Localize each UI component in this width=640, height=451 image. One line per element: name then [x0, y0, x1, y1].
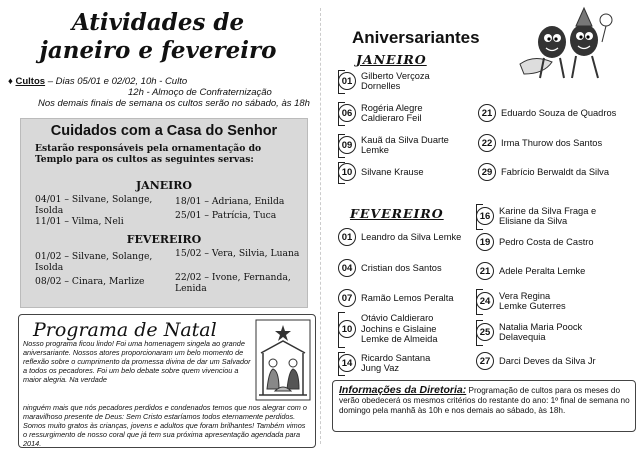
- birthday-name: Adele Peralta Lemke: [499, 265, 586, 276]
- activities-title-line1: Atividades de: [71, 9, 245, 36]
- birthday-name: Leandro da Silva Lemke: [361, 231, 462, 242]
- birthday-day: 09: [338, 136, 356, 154]
- birthday-row: [476, 352, 596, 370]
- cuidados-janeiro-item: 25/01 – Patrícia, Tuca: [175, 210, 277, 221]
- birthday-day: 19: [476, 233, 494, 251]
- birthday-day: 24: [476, 292, 494, 310]
- directorate-info-label: Informações da Diretoria:: [339, 384, 467, 396]
- right-panel: [322, 0, 640, 451]
- birthday-row: [338, 354, 441, 372]
- birthday-row: [476, 262, 585, 280]
- panel-divider: [320, 8, 321, 444]
- directorate-info-box: [332, 380, 636, 432]
- birthday-name: Karine da Silva Fraga e Elisiane da Silva: [499, 205, 597, 226]
- directorate-info-text: [339, 385, 633, 416]
- birthday-row: [338, 104, 461, 122]
- birthday-day: 01: [338, 72, 356, 90]
- birthday-row: [338, 289, 454, 307]
- natal-box: [18, 314, 316, 448]
- birthday-name: Eduardo Souza de Quadros: [501, 107, 617, 118]
- birthday-day: 06: [338, 104, 356, 122]
- cuidados-title: Cuidados com a Casa do Senhor: [50, 123, 278, 139]
- birthdays-janeiro-heading: JANEIRO: [356, 52, 427, 67]
- cuidados-janeiro-heading: JANEIRO: [135, 179, 193, 192]
- birthday-row: [338, 72, 451, 90]
- birthday-day: 01: [338, 228, 356, 246]
- birthday-name: Cristian dos Santos: [361, 262, 442, 273]
- natal-text-2: ninguém mais que nós pecadores perdidos e condenados temos que nos alegrar com o maravilhoso presente de Deus: Sem Cristo estaríamos todos eternamente perdidos. Somos muito gratos às crianças, jovens e adultos que foram brilhantes! Também vimos o ressurgimento de nosso coral que já tem sua próxima apresentação agendada para 2014.: [23, 403, 307, 449]
- birthday-day: 10: [338, 320, 356, 338]
- diamond-icon: ♦: [8, 76, 13, 87]
- birthday-name: Fabrício Berwaldt da Silva: [501, 166, 609, 177]
- cuidados-fevereiro-item: 01/02 – Silvane, Solange, Isolda: [35, 251, 153, 273]
- birthdays-title: Aniversariantes: [352, 28, 480, 47]
- birthday-row: [476, 292, 579, 310]
- birthday-row: [338, 228, 461, 246]
- birthday-day: 29: [478, 163, 496, 181]
- activities-title-line2: janeiro e fevereiro: [39, 37, 277, 64]
- birthday-name: Otávio Caldieraro Jochins e Gislaine Lemke de Almeida: [361, 313, 438, 345]
- birthday-name: Rogéria Alegre Caldieraro Feil: [361, 102, 423, 123]
- birthday-row: [478, 104, 616, 122]
- birthday-day: 16: [476, 207, 494, 225]
- nativity-illustration: [255, 319, 311, 401]
- birthdays-fevereiro-heading: FEVEREIRO: [350, 206, 444, 221]
- birthday-row: [338, 163, 424, 181]
- birthday-row: [338, 136, 451, 154]
- birthday-row: [478, 134, 602, 152]
- birthday-name: Ramão Lemos Peralta: [361, 292, 454, 303]
- birthday-day: 21: [478, 104, 496, 122]
- birthday-name: Irma Thurow dos Santos: [501, 137, 603, 148]
- birthday-name: Ricardo Santana Jung Vaz: [361, 352, 431, 373]
- birthday-name: Silvane Krause: [361, 166, 424, 177]
- natal-text-1: Nosso programa ficou lindo! Foi uma homenagem singela ao grande aniversariante. Nossos atores proporcionaram um belo momento de reflexão sobre o cumprimento da promessa divina de dar um Salvador a todos os pecadores. Foi um belo debate sobre quem vivenciou a maior alegria. Na verdade: [23, 339, 251, 385]
- cuidados-janeiro-item: 18/01 – Adriana, Enilda: [175, 196, 285, 207]
- birthday-row: [476, 207, 609, 225]
- birthday-day: 25: [476, 323, 494, 341]
- left-panel: [0, 0, 318, 451]
- cultos-label: Cultos: [15, 76, 46, 87]
- birthday-row: [476, 323, 599, 341]
- directorate-info-body: Programação de cultos para os meses do verão obedecerá os mesmos critérios do restante do ano: 1º final de semana no domingo pela manhã às 10h e nos demais ao sábado, às 18h.: [339, 386, 630, 415]
- birthday-name: Pedro Costa de Castro: [499, 236, 594, 247]
- cuidados-box: [20, 118, 308, 308]
- birthday-day: 22: [478, 134, 496, 152]
- birthday-day: 04: [338, 259, 356, 277]
- cultos-block: [8, 76, 313, 109]
- cuidados-janeiro-item: 11/01 – Vilma, Neli: [35, 216, 124, 227]
- cultos-line3: Nos demais finais de semana os cultos serão no sábado, às 18h: [38, 98, 310, 109]
- cultos-line1: – Dias 05/01 e 02/02, 10h - Culto: [45, 76, 188, 87]
- cuidados-janeiro-item: 04/01 – Silvane, Solange, Isolda: [35, 194, 153, 216]
- cuidados-fevereiro-item: 15/02 – Vera, Silvia, Luana: [175, 248, 300, 259]
- cultos-line2: 12h - Almoço de Confraternização: [128, 87, 272, 98]
- birthday-day: 10: [338, 163, 356, 181]
- birthday-day: 27: [476, 352, 494, 370]
- cuidados-fevereiro-item: 08/02 – Cinara, Marlize: [35, 276, 145, 287]
- birthday-day: 14: [338, 354, 356, 372]
- birthday-day: 21: [476, 262, 494, 280]
- birthday-row: [338, 259, 442, 277]
- birthday-name: Vera Regina Lemke Guterres: [499, 290, 566, 311]
- party-characters-illustration: [514, 4, 622, 82]
- birthday-day: 07: [338, 289, 356, 307]
- birthday-name: Darci Deves da Silva Jr: [499, 355, 596, 366]
- birthday-row: [338, 313, 457, 345]
- cuidados-subtitle: Estarão responsáveis pela ornamentação do Templo para os cultos as seguintes servas:: [35, 143, 262, 165]
- birthday-row: [476, 233, 594, 251]
- birthday-row: [478, 163, 609, 181]
- birthday-name: Natalia Maria Poock Delavequia: [499, 321, 583, 342]
- birthday-name: Kauã da Silva Duarte Lemke: [361, 134, 449, 155]
- cuidados-fevereiro-heading: FEVEREIRO: [126, 233, 202, 246]
- cuidados-fevereiro-item: 22/02 – Ivone, Fernanda, Lenida: [175, 272, 291, 294]
- natal-title: Programa de Natal: [33, 319, 217, 341]
- birthday-name: Gilberto Verçoza Dornelles: [361, 70, 430, 91]
